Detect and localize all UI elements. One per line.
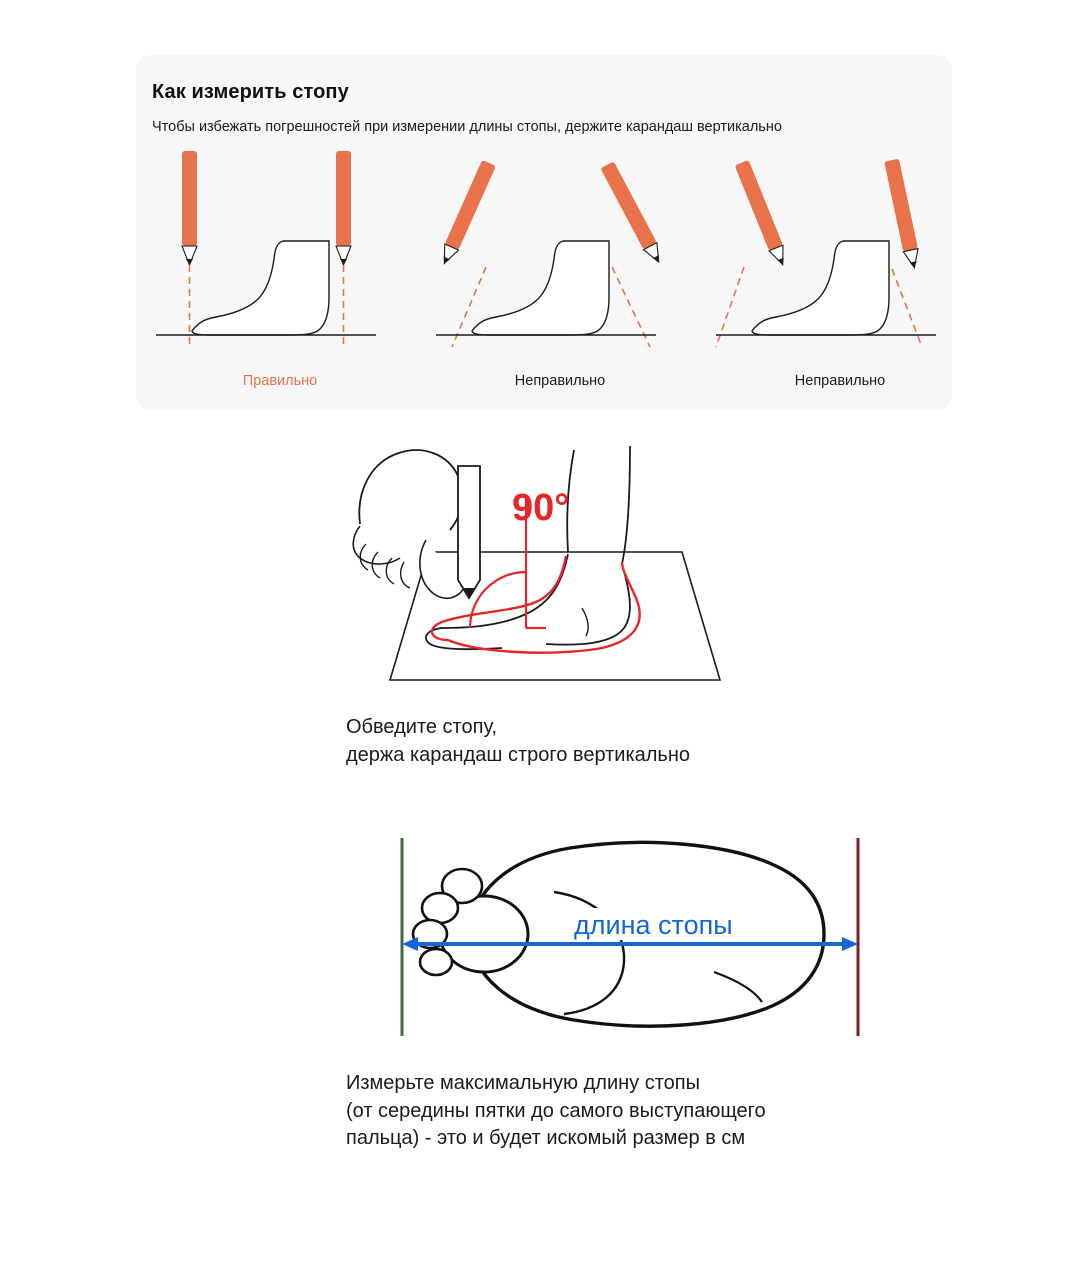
measure-label: длина стопы (574, 910, 733, 940)
panel-wrong-2 (704, 147, 976, 397)
how-to-measure-card (136, 55, 952, 410)
panel-caption: Неправильно (794, 372, 886, 389)
foot-tilted-pencil-illustration (424, 147, 696, 377)
pencil-icon (458, 466, 480, 598)
pencil-icon (437, 160, 495, 267)
measure-caption-line-2: (от середины пятки до самого выступающего (346, 1099, 766, 1122)
pencil-angle-panels (136, 147, 952, 397)
panel-caption: Неправильно (514, 372, 606, 389)
measure-caption-line-3: пальца) - это и будет искомый размер в см (346, 1127, 746, 1150)
pencil-icon (735, 160, 790, 268)
hand-outline (359, 450, 462, 530)
panel-correct (144, 147, 416, 397)
pencil-icon (884, 158, 922, 269)
foot-vertical-pencil-illustration (144, 147, 416, 377)
page-title: Как измерить стопу (152, 81, 349, 103)
pencil-icon (600, 161, 665, 265)
arrow-head-left (402, 937, 418, 951)
trace-caption-line-1: Обведите стопу, (346, 716, 497, 738)
panel-caption: Правильно (242, 372, 318, 389)
arrow-head-right (842, 937, 858, 951)
trace-caption-line-2: держа карандаш строго вертикально (346, 743, 691, 766)
foot-tilted-pencil-illustration (704, 147, 976, 377)
step-trace-foot (330, 432, 760, 792)
trace-caption (346, 714, 776, 769)
trace-foot-illustration (330, 432, 760, 702)
pencil-icon (336, 151, 351, 265)
toe (422, 893, 458, 923)
toe (420, 949, 452, 975)
card-subtitle: Чтобы избежать погрешностей при измерении длины стопы, держите карандаш вертикально (152, 119, 782, 135)
pencil-icon (182, 151, 197, 265)
measure-caption-line-1: Измерьте максимальную длину стопы (346, 1072, 700, 1094)
foot-outline (472, 241, 609, 335)
measure-caption (346, 1070, 906, 1153)
finger (401, 562, 410, 588)
step-measure-length (330, 822, 890, 1202)
foot-outline (192, 241, 329, 335)
angle-label: 90° (512, 487, 570, 529)
panel-wrong-1 (424, 147, 696, 397)
sole-length-illustration (358, 822, 898, 1052)
leg-outline (622, 446, 630, 564)
